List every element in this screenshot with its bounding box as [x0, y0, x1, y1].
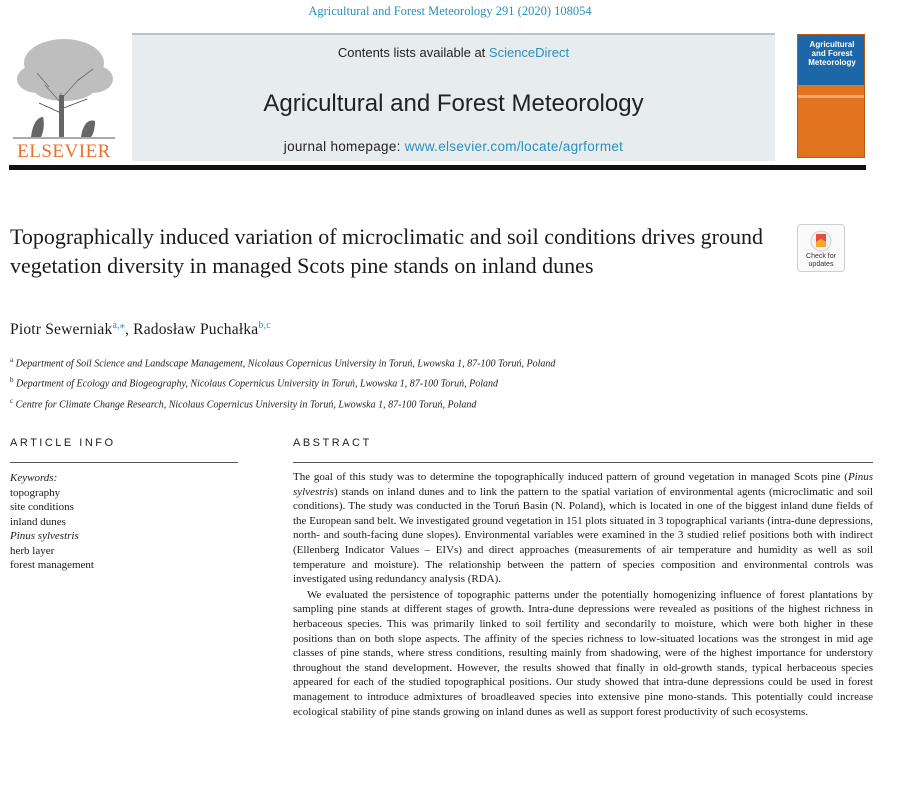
affiliation-marker: a — [10, 356, 14, 364]
keywords-list — [10, 471, 238, 573]
author-name[interactable]: Radosław Puchałka — [133, 321, 259, 339]
header-divider — [9, 165, 866, 170]
article-info-divider — [10, 462, 238, 463]
affiliation-text: Centre for Climate Change Research, Nicolaus Copernicus University in Toruń, Lwowska 1, 87-100 Toruń, Poland — [15, 398, 477, 410]
author-affiliation-marker[interactable]: a,⁎ — [112, 320, 125, 331]
keyword-item: Pinus sylvestris — [10, 530, 79, 542]
affiliation-marker: c — [10, 396, 14, 405]
keyword-item: topography — [10, 486, 61, 499]
keyword-item: forest management — [10, 559, 94, 571]
affiliation-item — [10, 372, 870, 392]
journal-title: Agricultural and Forest Meteorology — [263, 90, 644, 117]
elsevier-tree-icon — [9, 33, 119, 141]
homepage-line — [132, 139, 775, 154]
journal-citation[interactable]: Agricultural and Forest Meteorology 291 (2020) 108054 — [308, 4, 592, 18]
check-for-updates-button[interactable] — [797, 224, 845, 272]
article-info-heading: ARTICLE INFO — [10, 437, 116, 449]
abstract-heading: ABSTRACT — [293, 437, 372, 449]
publisher-name: ELSEVIER — [17, 141, 111, 162]
homepage-prefix: journal homepage: — [283, 139, 405, 154]
affiliation-marker: b — [10, 376, 14, 385]
author-list — [10, 320, 271, 339]
journal-header — [9, 33, 775, 163]
affiliation-item — [10, 352, 870, 372]
affiliation-text: Department of Ecology and Biogeography, Nicolaus Copernicus University in Toruń, Lwowska 1, 87-100 Toruń, Poland — [16, 378, 499, 390]
journal-banner — [132, 33, 775, 161]
abstract-paragraph — [293, 470, 873, 587]
abstract-text: The goal of this study was to determine the topographically induced pattern of ground vegetation in managed Scots pine ( — [293, 471, 848, 483]
author-name[interactable]: Piotr Sewerniak — [10, 321, 113, 339]
article-title: Topographically induced variation of microclimatic and soil conditions drives ground vegetation diversity in managed Scots pine stands on inland dunes — [10, 224, 763, 278]
affiliation-text: Department of Soil Science and Landscape Management, Nicolaus Copernicus University in Toruń, Lwowska 1, 87-100 Toruń, Poland — [15, 358, 556, 370]
abstract-paragraph: We evaluated the persistence of topographic patterns under the potentially homogenizing influence of forest plantations by sampling pine stands at different stages of growth. Intra-dune depressions were revealed as positions of the highest richness in herbaceous species. This was primarily linked to soil fertility and secondarily to moisture, which were both higher in these positions than on both slope aspects. The affinity of the species richness to low-situated locations was the strongest in mid age classes of pine stands, where stress conditions, resulting mainly from shadowing, were of the highest importance for understory throughout the stand development. However, the results showed that finally in old-growth stands, typical herbaceous species appeared for each of the studied topographical positions. Our study showed that intra-dune depressions could be used in forest management to introduce admixtures of broadleaved species into extensive pine mono-stands. This potentially could increase ecological stability of pine stands growing on inland dunes as well as support forest productivity of such ecosystems. — [293, 588, 873, 718]
species-name: Pinus sylvestris — [293, 471, 873, 498]
abstract-text: ) stands on inland dunes and to link the pattern to the spatial variation of environmental agents (microclimatic and soil conditions). The study was conducted in the Toruń Basin (N. Poland), which is located in one of the biggest inland dune fields of the European sand belt. We investigated ground vegetation in 151 plots situated in 3 topographical variants (intra-dune depressions, north- and south-facing dune slopes). Environmental variables were examined in the 3 studied relief positions both with indirect (Ellenberg Indicator Values – EIVs) and direct approaches (measurements of air temperature and humidity as well as soil temperature and moisture). The relationship between the pattern of species composition and environmental controls was investigated using redundancy analysis (RDA). — [293, 485, 873, 586]
keyword-item: site conditions — [10, 501, 74, 513]
journal-cover-thumbnail[interactable] — [797, 34, 865, 158]
elsevier-logo[interactable] — [9, 33, 119, 163]
author-separator: , — [125, 321, 134, 339]
cover-title-block — [798, 35, 864, 85]
affiliations — [10, 352, 870, 413]
check-line1: Check for — [806, 253, 836, 260]
bookmark-ribbon-icon — [810, 230, 832, 252]
keywords-label: Keywords: — [10, 472, 58, 484]
journal-homepage-link[interactable]: www.elsevier.com/locate/agrformet — [404, 139, 624, 154]
affiliation-item — [10, 393, 870, 413]
cover-title: Agricultural and Forest Meteorology — [808, 40, 856, 67]
contents-prefix: Contents lists available at — [337, 45, 489, 60]
abstract-divider — [293, 462, 873, 463]
author-affiliation-marker[interactable]: b,c — [258, 320, 271, 331]
keyword-item: herb layer — [10, 544, 55, 557]
sciencedirect-link[interactable]: ScienceDirect — [488, 45, 570, 60]
check-line2: updates — [808, 261, 834, 268]
keyword-item: inland dunes — [10, 515, 66, 528]
abstract-body — [293, 470, 873, 719]
cover-stripe — [798, 95, 864, 98]
contents-line — [132, 45, 775, 60]
check-for-updates-label — [798, 253, 844, 269]
